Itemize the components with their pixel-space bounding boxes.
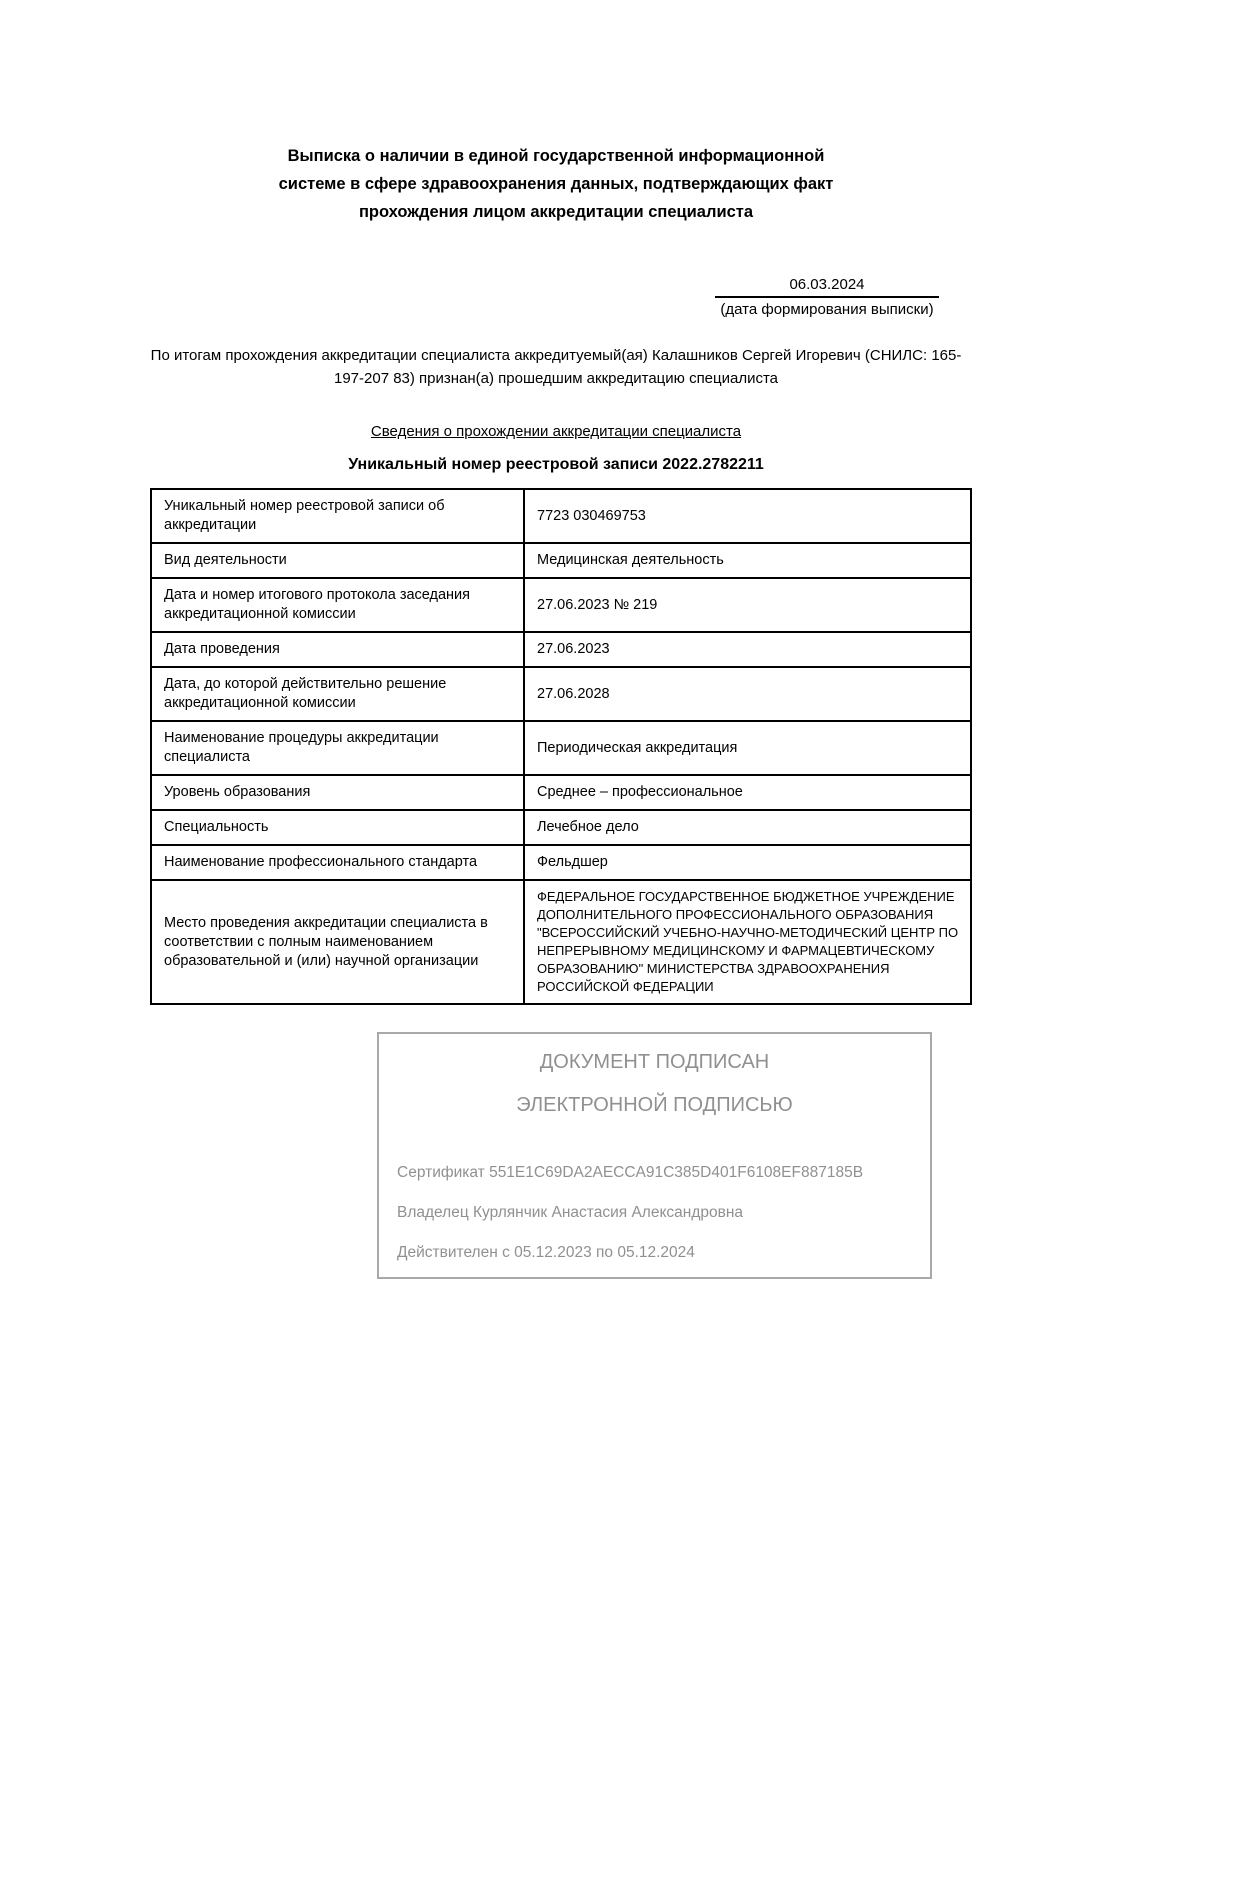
row-value: 27.06.2023 (524, 632, 971, 667)
row-label: Дата проведения (151, 632, 524, 667)
issue-date-value: 06.03.2024 (715, 274, 939, 298)
row-label: Уникальный номер реестровой записи об аккредитации (151, 489, 524, 543)
issue-date-block (715, 274, 939, 320)
row-label: Дата и номер итогового протокола заседания аккредитационной комиссии (151, 578, 524, 632)
signature-heading-line1: ДОКУМЕНТ ПОДПИСАН (539, 1051, 770, 1073)
table-row (151, 845, 971, 880)
row-label: Дата, до которой действительно решение аккредитационной комиссии (151, 667, 524, 721)
table-row (151, 775, 971, 810)
row-value: Периодическая аккредитация (524, 721, 971, 775)
table-row (151, 880, 971, 1004)
signature-owner: Владелец Курлянчик Анастасия Александровна (397, 1204, 744, 1221)
issue-date-caption: (дата формирования выписки) (720, 301, 934, 318)
table-row (151, 632, 971, 667)
row-label: Место проведения аккредитации специалиста в соответствии с полным наименованием образовательной и (или) научной организации (151, 880, 524, 1004)
table-row (151, 578, 971, 632)
table-row (151, 543, 971, 578)
row-value: 27.06.2023 № 219 (524, 578, 971, 632)
row-label: Специальность (151, 810, 524, 845)
row-value: Лечебное дело (524, 810, 971, 845)
row-value: 7723 030469753 (524, 489, 971, 543)
table-row (151, 721, 971, 775)
signature-validity: Действителен с 05.12.2023 по 05.12.2024 (397, 1244, 695, 1261)
row-value: Медицинская деятельность (524, 543, 971, 578)
record-number-heading: Уникальный номер реестровой записи 2022.2782211 (348, 456, 764, 473)
intro-paragraph: По итогам прохождения аккредитации специалиста аккредитуемый(ая) Калашников Сергей Игоревич (СНИЛС: 165-197-207 83) признан(а) прошедшим аккредитацию специалиста (150, 347, 962, 387)
table-row (151, 810, 971, 845)
document-page (0, 142, 1240, 1897)
electronic-signature-box (377, 1032, 932, 1279)
row-label: Наименование процедуры аккредитации специалиста (151, 721, 524, 775)
row-label: Наименование профессионального стандарта (151, 845, 524, 880)
row-value: Фельдшер (524, 845, 971, 880)
accreditation-table (150, 488, 972, 1005)
accreditation-table-body (151, 489, 971, 1004)
section-heading: Сведения о прохождении аккредитации специалиста (370, 423, 742, 440)
table-row (151, 489, 971, 543)
row-value: 27.06.2028 (524, 667, 971, 721)
signature-certificate: Сертификат 551E1C69DA2AECCA91C385D401F6108EF887185B (397, 1164, 864, 1181)
row-label: Вид деятельности (151, 543, 524, 578)
signature-heading-line2: ЭЛЕКТРОННОЙ ПОДПИСЬЮ (516, 1094, 793, 1116)
signature-details (397, 1153, 912, 1273)
row-value: ФЕДЕРАЛЬНОЕ ГОСУДАРСТВЕННОЕ БЮДЖЕТНОЕ УЧРЕЖДЕНИЕ ДОПОЛНИТЕЛЬНОГО ПРОФЕССИОНАЛЬНОГО ОБРАЗОВАНИЯ "ВСЕРОССИЙСКИЙ УЧЕБНО-НАУЧНО-МЕТОДИЧЕСКИЙ ЦЕНТР ПО НЕПРЕРЫВНОМУ МЕДИЦИНСКОМУ И ФАРМАЦЕВТИЧЕСКОМУ ОБРАЗОВАНИЮ" МИНИСТЕРСТВА ЗДРАВООХРАНЕНИЯ РОССИЙСКОЙ ФЕДЕРАЦИИ (524, 880, 971, 1004)
table-row (151, 667, 971, 721)
row-label: Уровень образования (151, 775, 524, 810)
document-title: Выписка о наличии в единой государственной информационной системе в сфере здравоохранения данных, подтверждающих факт прохождения лицом аккредитации специалиста (278, 147, 834, 221)
row-value: Среднее – профессиональное (524, 775, 971, 810)
